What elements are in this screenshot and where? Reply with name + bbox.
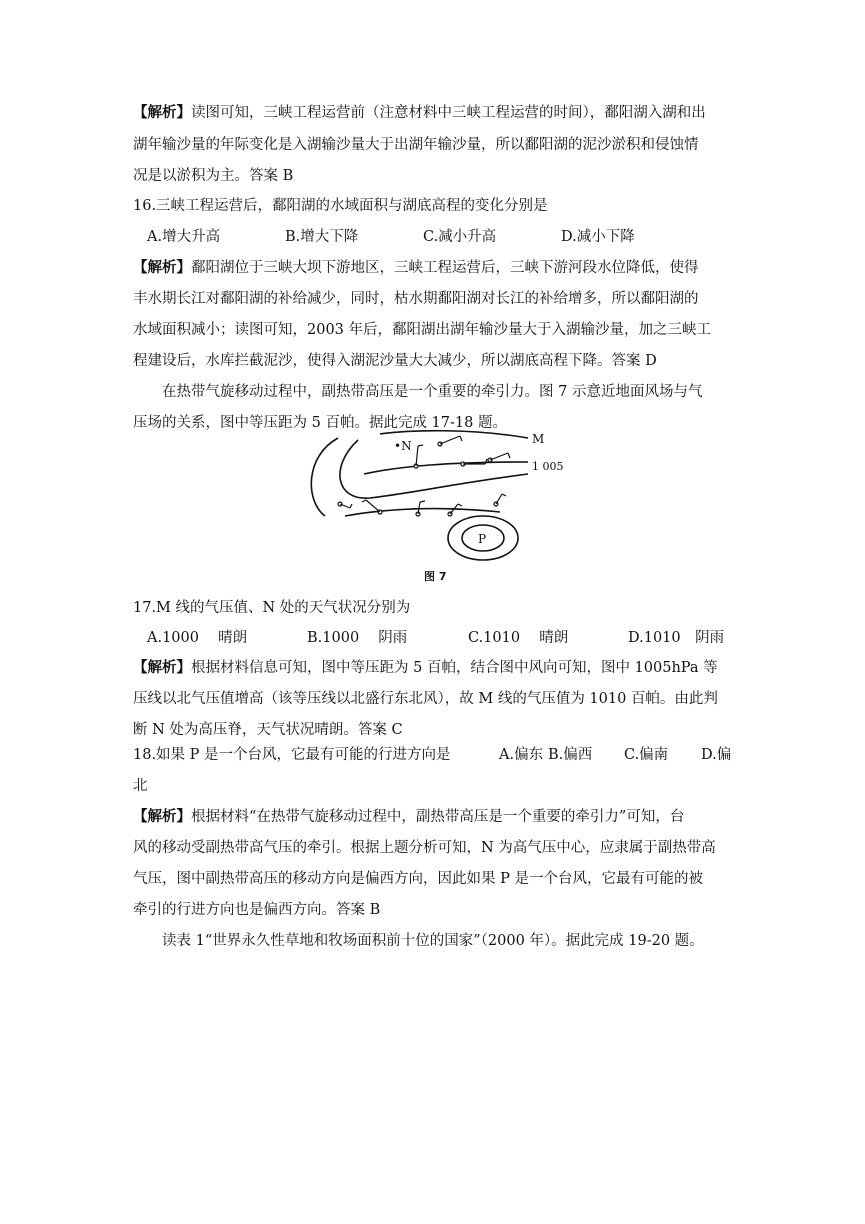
analysis-line [133,166,293,186]
intro-paragraph-line: 在热带气旋移动过程中，副热带高压是一个重要的牵引力。图 7 示意近地面风场与气 [162,384,703,400]
point-n-label: •N [394,439,412,453]
figure-7-isobar-map [300,426,564,566]
option-c: C.1010 晴朗 [468,630,569,646]
analysis-line [133,658,718,678]
analysis-tag: 【解析】 [133,104,191,121]
question-17-stem: 17.M 线的气压值、N 处的天气状况分别为 [133,600,411,616]
center-p-label: P [478,532,487,546]
wind-barb [338,502,352,508]
analysis-line [133,258,699,278]
intro-paragraph-line: 读表 1“世界永久性草地和牧场面积前十位的国家”（2000 年）。据此完成 19-20 题。 [162,933,704,949]
question-18-line [133,745,733,765]
option-c: C.偏南 [624,747,669,763]
analysis-tag: 【解析】 [133,259,191,276]
question-16-options [142,227,642,247]
analysis-text: 读图可知，三峡工程运营前（注意材料中三峡工程运营的时间），鄱阳湖入湖和出 [191,105,706,121]
analysis-line: 断 N 处为高压脊，天气状况晴朗。答案 C [133,722,403,738]
option-d: D.减小下降 [561,229,635,245]
question-18-stem: 18.如果 P 是一个台风，它最有可能的行进方向是 [133,747,451,763]
option-b: B.偏西 [548,747,593,763]
analysis-text: 根据材料信息可知，图中等压距为 5 百帕，结合图中风向可知，图中 1005hPa 等 [191,660,718,676]
analysis-tag: 【解析】 [133,808,191,825]
analysis-line: 牵引的行进方向也是偏西方向。答案 B [133,902,381,918]
wind-barb [494,494,506,506]
question-17-options [142,628,742,648]
option-b: B.1000 阴雨 [307,630,408,646]
analysis-line [133,135,699,155]
isobar-line-m [380,431,528,438]
option-a: A.1000 晴朗 [147,630,248,646]
isobar-line [345,509,500,516]
analysis-line [133,103,706,123]
wind-barb [414,445,423,468]
wind-barb [488,453,510,462]
option-d-wrap: 北 [133,778,148,794]
analysis-line: 水域面积减小；读图可知，2003 年后，鄱阳湖出湖年输沙量大于入湖输沙量，加之三峡工 [133,322,712,338]
analysis-line [133,807,684,827]
option-d: D.偏 [701,747,732,763]
option-b: B.增大下降 [285,229,359,245]
isobar-line-1005 [364,462,528,474]
analysis-text: 鄱阳湖位于三峡大坝下游地区，三峡工程运营后，三峡下游河段水位降低，使得 [191,260,699,276]
analysis-tag: 【解析】 [133,659,191,676]
isobar-line [311,438,338,516]
wind-barb [438,436,462,446]
option-d: D.1010 阴雨 [628,630,725,646]
analysis-line: 压线以北气压值增高（该等压线以北盛行东北风），故 M 线的气压值为 1010 百帕。由此判 [133,691,718,707]
analysis-line: 丰水期长江对鄱阳湖的补给减少，同时，枯水期鄱阳湖对长江的补给增多，所以鄱阳湖的 [133,291,699,307]
isobar-line [340,440,528,498]
analysis-line: 程建设后，水库拦截泥沙，使得入湖泥沙量大大减少，所以湖底高程下降。答案 D [133,353,657,369]
figure-caption: 图 7 [424,570,447,583]
option-c: C.减小升高 [423,229,497,245]
analysis-text: 况是以淤积为主。答案 B [133,168,294,184]
wind-barb [448,504,462,516]
question-16-stem: 16.三峡工程运营后，鄱阳湖的水域面积与湖底高程的变化分别是 [133,198,548,214]
analysis-text: 湖年输沙量的年际变化是入湖输沙量大于出湖年输沙量，所以鄱阳湖的泥沙淤积和侵蚀情 [133,137,699,153]
isobar-label-1005: 1 005 [532,460,564,473]
analysis-line: 气压，图中副热带高压的移动方向是偏西方向，因此如果 P 是一个台风，它最有可能的被 [133,871,703,887]
isobar-label-m: M [532,432,545,446]
analysis-line: 风的移动受副热带高气压的牵引。根据上题分析可知，N 为高气压中心，应隶属于副热带高 [133,840,716,856]
intro-paragraph-line: 压场的关系，图中等压距为 5 百帕。据此完成 17-18 题。 [133,415,507,431]
analysis-text: 根据材料“在热带气旋移动过程中，副热带高压是一个重要的牵引力”可知，台 [191,809,685,825]
option-a: A.增大升高 [147,229,221,245]
option-a: A.偏东 [499,747,544,763]
